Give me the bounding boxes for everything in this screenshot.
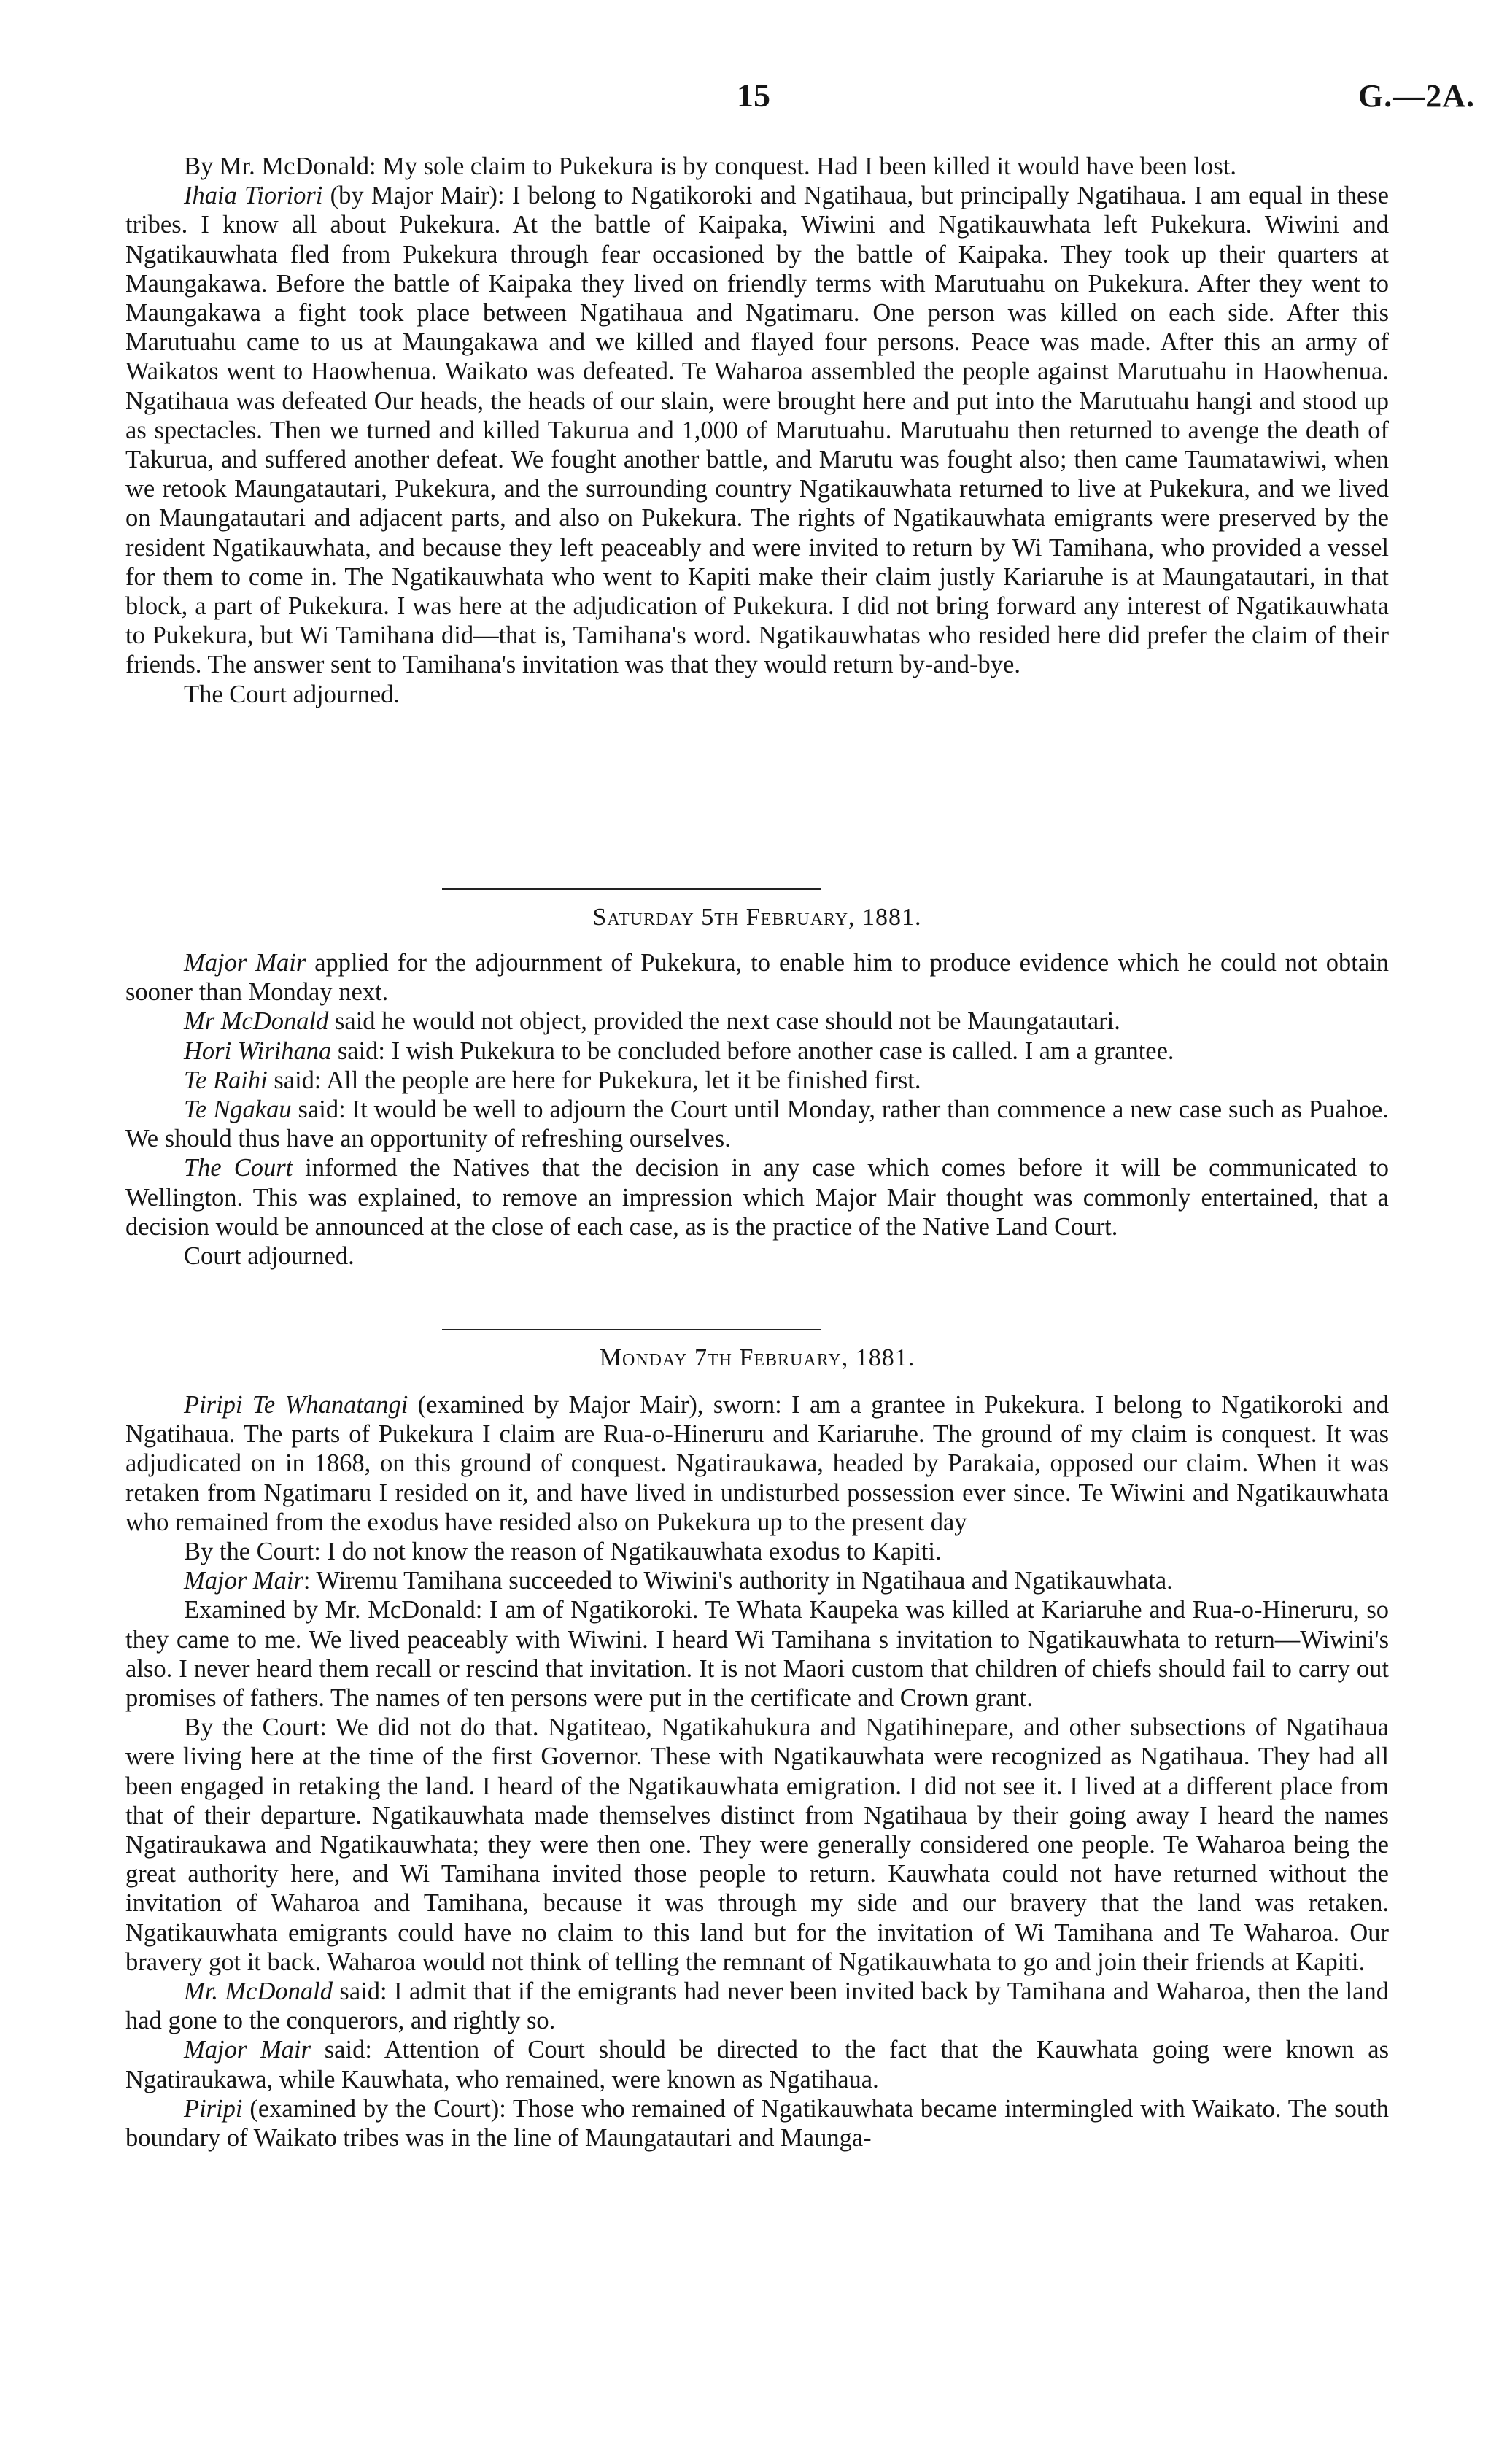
text-block-2 [125, 948, 1389, 1271]
date-heading-1: Saturday 5th February, 1881. [592, 904, 922, 931]
divider-rule [442, 1329, 821, 1330]
paragraph: The Court adjourned. [184, 680, 400, 708]
paragraph: Mr. McDonald said: I admit that if the emigrants had never been invited back by Tamihana and Waharoa, then the land had gone to the conquerors, and rightly so. [125, 1977, 1389, 2035]
paragraph: Piripi Te Whanatangi (examined by Major Mair), sworn: I am a grantee in Pukekura. I belong to Ngatikoroki and Ngatihaua. The parts of Pukekura I claim are Rua-o-Hineruru and Kariaruhe. The ground of my claim is conquest. It was adjudicated on in 1868, on this ground of conquest. Ngatiraukawa, headed by Parakaia, opposed our claim. When it was retaken from Ngatimaru I resided on it, and have lived in undisturbed possession ever since. Te Wiwini and Ngatikauwhata who remained from the exodus have resided also on Pukekura up to the present day [125, 1391, 1389, 1536]
paragraph: Piripi (examined by the Court): Those who remained of Ngatikauwhata became intermingled with Waikato. The south boundary of Waikato tribes was in the line of Maungatautari and Maunga- [125, 2094, 1389, 2153]
paragraph: Major Mair applied for the adjournment of Pukekura, to enable him to produce evidence which he could not obtain sooner than Monday next. [125, 949, 1389, 1007]
paragraph: Court adjourned. [184, 1242, 355, 1271]
paragraph: Mr McDonald said he would not object, provided the next case should not be Maungatautari. [184, 1007, 1120, 1036]
text-block-3 [125, 1390, 1389, 2153]
paragraph: Examined by Mr. McDonald: I am of Ngatikoroki. Te Whata Kaupeka was killed at Kariaruhe and Rua-o-Hineruru, so they came to me. We lived peaceably with Wiwini. I heard Wi Tamihana s invitation to Ngatikauwhata to return—Wiwini's also. I never heard them recall or rescind that invitation. It is not Maori custom that children of chiefs should fail to carry out promises of fathers. The names of ten persons were put in the certificate and Crown grant. [125, 1596, 1389, 1713]
paragraph: Major Mair said: Attention of Court should be directed to the fact that the Kauwhata going were known as Ngatiraukawa, while Kauwhata, who remained, were known as Ngatihaua. [125, 2036, 1389, 2093]
paragraph: Hori Wirihana said: I wish Pukekura to be concluded before another case is called. I am a grantee. [184, 1037, 1174, 1065]
date-heading-2: Monday 7th February, 1881. [599, 1344, 915, 1371]
text-block-1 [125, 152, 1389, 709]
document-code: G.—2A. [1358, 78, 1475, 114]
paragraph: By Mr. McDonald: My sole claim to Pukekura is by conquest. Had I been killed it would have been lost. [184, 152, 1237, 180]
paragraph: Ihaia Tioriori (by Major Mair): I belong to Ngatikoroki and Ngatihaua, but principally Ngatihaua. I am equal in these tribes. I know all about Pukekura. At the battle of Kaipaka, Wiwini and Ngatikauwhata left Pukekura. Wiwini and Ngatikauwhata fled from Pukekura through fear occasioned by the battle of Kaipaka. They took up their quarters at Maungakawa. Before the battle of Kaipaka they lived on friendly terms with Marutuahu on Pukekura. After they went to Maungakawa a fight took place between Ngatihaua and Ngatimaru. One person was killed on each side. After this Marutuahu came to us at Maungakawa and we killed and flayed four persons. Peace was made. After this an army of Waikatos went to Haowhenua. Waikato was defeated. Te Waharoa assembled the people against Marutuahu in Haowhenua. Ngatihaua was defeated Our heads, the heads of our slain, were brought here and put into the Marutuahu hangi and stood up as spectacles. Then we turned and killed Takurua and 1,000 of Marutuahu. Marutuahu then returned to avenge the death of Takurua, and suffered another defeat. We fought another battle, and Marutu was fought also; then came Taumatawiwi, when we retook Maungatautari, Pukekura, and the surrounding country Ngatikauwhata returned to live at Pukekura, and we lived on Maungatautari and adjacent parts, and also on Pukekura. The rights of Ngatikauwhata emigrants were preserved by the resident Ngatikauwhata, and because they left peaceably and were invited to return by Wi Tamihana, who provided a vessel for them to come in. The Ngatikauwhata who went to Kapiti make their claim justly Kariaruhe is at Maungatautari, in that block, a part of Pukekura. I was here at the adjudication of Pukekura. I did not bring forward any interest of Ngatikauwhata to Pukekura, but Wi Tamihana did—that is, Tamihana's word. Ngatikauwhatas who resided here did prefer the claim of their friends. The answer sent to Tamihana's invitation was that they would return by-and-bye. [125, 182, 1389, 679]
paragraph: Major Mair: Wiremu Tamihana succeeded to Wiwini's authority in Ngatihaua and Ngatikauwhata. [184, 1567, 1173, 1595]
paragraph: The Court informed the Natives that the decision in any case which comes before it will be communicated to Wellington. This was explained, to remove an impression which Major Mair thought was commonly entertained, that a decision would be announced at the close of each case, as is the practice of the Native Land Court. [125, 1154, 1389, 1241]
paragraph: Te Ngakau said: It would be well to adjourn the Court until Monday, rather than commence a new case such as Puahoe. We should thus have an opportunity of refreshing ourselves. [125, 1096, 1389, 1153]
page-number: 15 [737, 77, 770, 114]
paragraph: Te Raihi said: All the people are here for Pukekura, let it be finished first. [184, 1066, 921, 1094]
divider-rule [442, 888, 821, 890]
paragraph: By the Court: I do not know the reason of Ngatikauwhata exodus to Kapiti. [184, 1538, 942, 1566]
paragraph: By the Court: We did not do that. Ngatiteao, Ngatikahukura and Ngatihinepare, and other subsections of Ngatihaua were living here at the time of the first Governor. These with Ngatikauwhata were recognized as Ngatihaua. They had all been engaged in retaking the land. I heard of the Ngatikauwhata emigration. I did not see it. I lived at a different place from that of their departure. Ngatikauwhata made themselves distinct from Ngatihaua by their going away I heard the names Ngatiraukawa and Ngatikauwhata; they were then one. They were generally considered one people. Te Waharoa being the great authority here, and Wi Tamihana invited those people to return. Kauwhata could not have returned without the invitation of Waharoa and Tamihana, because it was through my side and our bravery that the land was retaken. Ngatikauwhata emigrants could have no claim to this land but for the invitation of Wi Tamihana and Te Waharoa. Our bravery got it back. Waharoa would not think of telling the remnant of Ngatikauwhata to go and join their friends at Kapiti. [125, 1713, 1389, 1976]
